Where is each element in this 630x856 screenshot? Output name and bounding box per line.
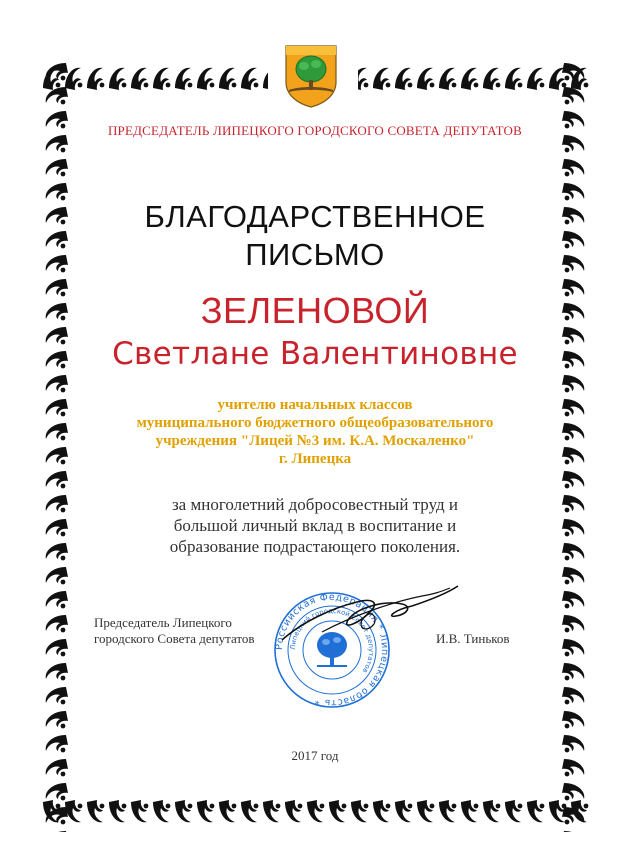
year-text: 2017 год [291,748,339,763]
signer-role-line2: городского Совета депутатов [94,631,255,646]
recipient-surname: ЗЕЛЕНОВОЙ [200,290,430,331]
ornamental-border-bottom [40,798,590,832]
position-line4: г. Липецка [278,451,352,467]
document-title [0,198,630,274]
gratitude-reason [0,494,630,557]
document-title-line1: БЛАГОДАРСТВЕННОЕ [144,199,486,234]
issuer-header: ПРЕДСЕДАТЕЛЬ ЛИПЕЦКОГО ГОРОДСКОГО СОВЕТА ДЕПУТАТОВ [107,123,523,138]
recipient-position [0,396,630,468]
stamp-outer-text: Российская Федерация * Липецкая область * [273,591,391,709]
recipient-name: Светлане Валентиновне [112,336,518,372]
handwritten-signature [262,572,472,662]
position-line2: муниципального бюджетного общеобразовательного [136,415,494,431]
position-line3: учреждения "Лицей №3 им. К.А. Москаленко" [155,433,475,449]
document-title-line2: ПИСЬМО [245,237,385,272]
reason-line1: за многолетний добросовестный труд и [171,495,459,514]
stamp-inner-text: Липецкий городской Совет депутатов [288,606,376,675]
reason-line3: образование подрастающего поколения. [169,537,461,556]
signer-role [94,615,255,647]
signer-role-line1: Председатель Липецкого [94,615,232,630]
city-coat-of-arms-icon [283,44,339,108]
signer-name: И.В. Тиньков [436,631,510,646]
position-line1: учителю начальных классов [217,397,413,413]
document-year [0,748,630,764]
reason-line2: большой личный вклад в воспитание и [173,516,457,535]
